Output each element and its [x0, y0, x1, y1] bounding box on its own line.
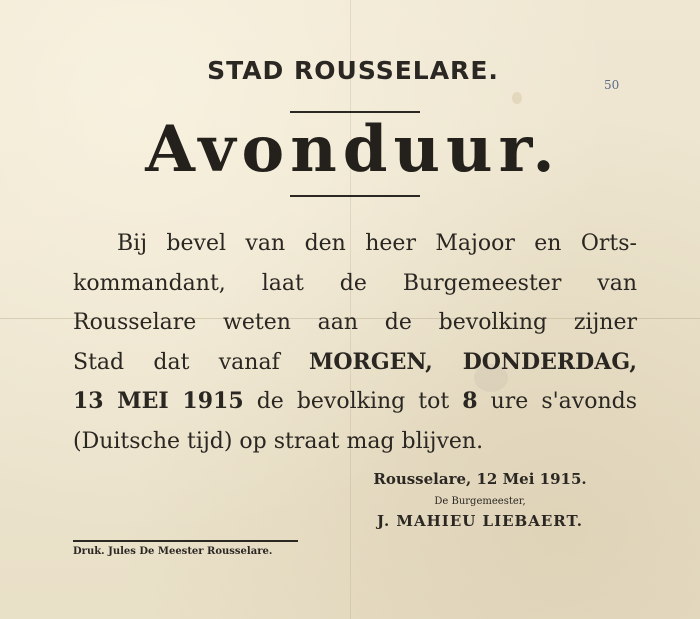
body-fragment: ure s'avonds — [490, 389, 637, 414]
body-line: (Duitsche tijd) op straat mag blijven. — [73, 428, 484, 454]
proclamation-text — [73, 224, 637, 461]
body-emphasis: 8 — [462, 388, 478, 414]
body-line: Bij bevel van den heer Majoor en Orts- — [117, 231, 637, 256]
body-line: Rousselare weten aan de bevolking zijner — [73, 310, 637, 335]
signer-title: De Burgemeester, — [434, 496, 526, 507]
main-heading: Avonduur. — [145, 112, 561, 187]
signer-name: J. MAHIEU LIEBAERT. — [377, 512, 583, 530]
archive-number: 50 — [604, 78, 620, 92]
body-emphasis: 13 MEI 1915 — [73, 388, 244, 414]
town-heading: STAD ROUSSELARE. — [207, 56, 499, 85]
printer-rule — [73, 540, 298, 542]
paper-stain — [512, 92, 522, 104]
bottom-rule — [290, 195, 420, 197]
printer-credit: Druk. Jules De Meester Rousselare. — [73, 546, 273, 557]
date-line: Rousselare, 12 Mei 1915. — [373, 470, 587, 488]
body-fragment: Stad dat vanaf — [73, 349, 280, 375]
body-line — [73, 343, 637, 383]
body-emphasis: MORGEN, DONDERDAG, — [309, 348, 637, 375]
body-line: kommandant, laat de Burgemeester van — [73, 270, 637, 296]
body-line — [73, 382, 637, 422]
body-fragment: de bevolking tot — [256, 389, 450, 414]
